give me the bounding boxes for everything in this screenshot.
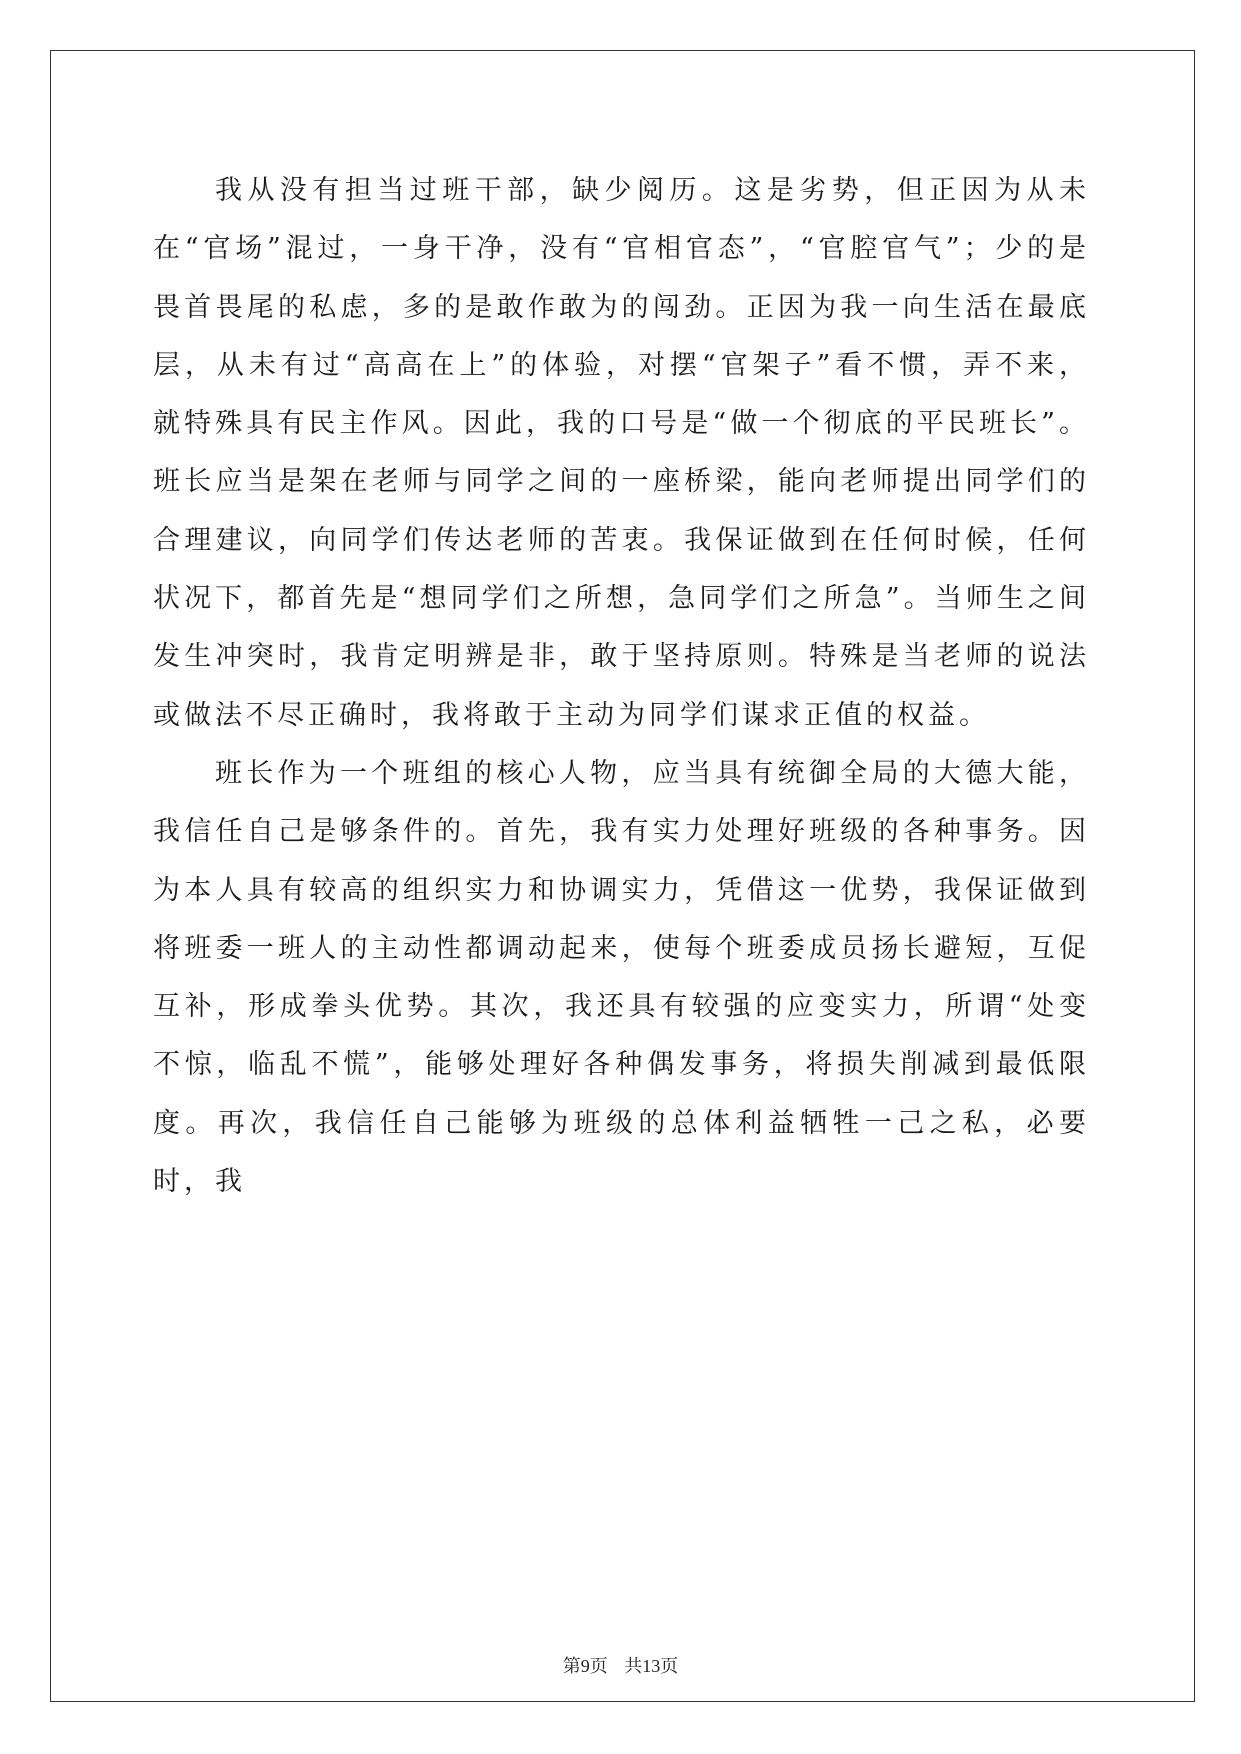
document-body <box>153 162 1090 1211</box>
page-number: 第9页 <box>562 1656 608 1676</box>
page-total: 共13页 <box>624 1656 679 1676</box>
page-footer <box>0 1652 1241 1678</box>
paragraph: 班长作为一个班组的核心人物，应当具有统御全局的大德大能，我信任自己是够条件的。首先，我有实力处理好班级的各种事务。因为本人具有较高的组织实力和协调实力，凭借这一优势，我保证做到将班委一班人的主动性都调动起来，使每个班委成员扬长避短，互促互补，形成拳头优势。其次，我还具有较强的应变实力，所谓“处变不惊，临乱不慌”，能够处理好各种偶发事务，将损失削减到最低限度。再次，我信任自己能够为班级的总体利益牺牲一己之私，必要时，我 <box>153 757 1090 1198</box>
paragraph: 我从没有担当过班干部，缺少阅历。这是劣势，但正因为从未在“官场”混过，一身干净，没有“官相官态”，“官腔官气”；少的是畏首畏尾的私虑，多的是敢作敢为的闯劲。正因为我一向生活在最底层，从未有过“高高在上”的体验，对摆“官架子”看不惯，弄不来，就特殊具有民主作风。因此，我的口号是“做一个彻底的平民班长”。班长应当是架在老师与同学之间的一座桥梁，能向老师提出同学们的合理建议，向同学们传达老师的苦衷。我保证做到在任何时候，任何状况下，都首先是“想同学们之所想，急同学们之所急”。当师生之间发生冲突时，我肯定明辨是非，敢于坚持原则。特殊是当老师的说法或做法不尽正确时，我将敢于主动为同学们谋求正值的权益。 <box>153 175 1090 731</box>
